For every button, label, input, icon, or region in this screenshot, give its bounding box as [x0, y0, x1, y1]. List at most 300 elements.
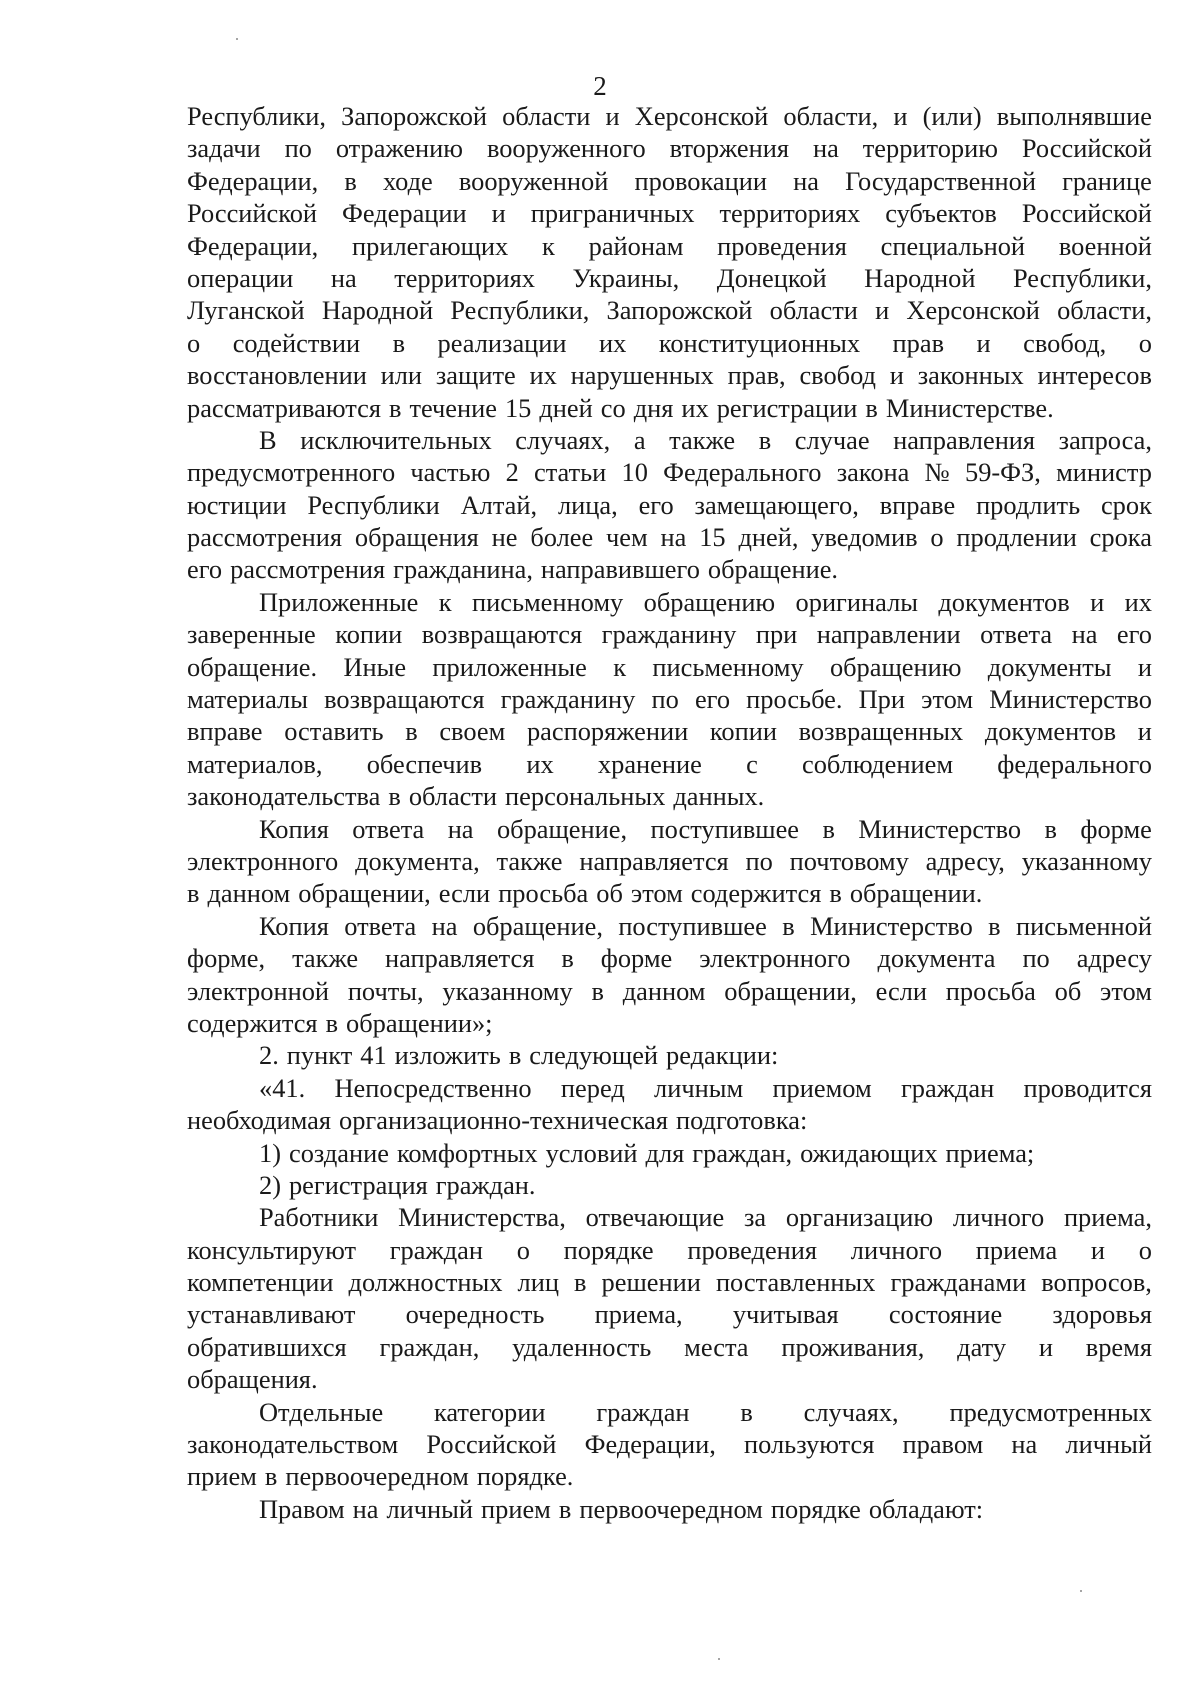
text-word: его [638, 489, 674, 520]
text-word: документов [984, 716, 1117, 747]
text-line [187, 1072, 1152, 1104]
text-word: письменному [652, 651, 804, 682]
text-word: регистрация [288, 1169, 428, 1200]
text-word: и [875, 295, 890, 326]
text-word: в [822, 813, 835, 844]
text-line [187, 975, 1152, 1007]
text-word: места [684, 1331, 749, 1362]
text-line [187, 1331, 1152, 1363]
text-word: более [530, 522, 594, 553]
text-word: первоочередном [579, 1493, 763, 1524]
text-line [187, 294, 1152, 326]
text-line [187, 327, 1152, 359]
text-word: районам [588, 230, 684, 261]
text-word: указанному [442, 975, 573, 1006]
text-word: и [605, 101, 620, 131]
text-word: приграничных [530, 198, 695, 229]
text-word: Министерство [810, 910, 973, 941]
text-word: его [1116, 619, 1152, 650]
text-word: или [380, 360, 423, 391]
text-word: документов [938, 586, 1070, 617]
text-word: личный [386, 1493, 474, 1524]
text-word: изложить [394, 1040, 501, 1071]
text-word: просьба [945, 975, 1036, 1006]
text-word: об [1054, 975, 1082, 1006]
text-word: ходе [382, 165, 433, 196]
text-word: обращению [643, 586, 776, 617]
text-word: запроса, [1058, 424, 1152, 455]
text-line [187, 230, 1152, 262]
text-word: вооруженной [458, 165, 609, 196]
text-word: направившего [540, 554, 700, 585]
text-word: прием [187, 1461, 257, 1492]
text-word: 1) [259, 1137, 281, 1168]
text-word: частью [410, 457, 491, 488]
text-word: Народной [864, 262, 976, 293]
text-word: территорию [862, 133, 998, 164]
text-word: Народной [321, 295, 434, 326]
text-word: в [508, 1040, 522, 1071]
text-word: федерального [997, 748, 1152, 779]
text-word: дней, [738, 522, 799, 553]
text-line [187, 1007, 1152, 1039]
text-word: Запорожской [606, 295, 753, 326]
text-word: электронного [187, 845, 339, 876]
text-word: направляется [579, 845, 729, 876]
text-line [187, 1363, 1152, 1395]
text-word: на [793, 165, 819, 196]
text-word: вправе [187, 716, 263, 747]
text-line [187, 748, 1152, 780]
text-word: гражданина, [393, 554, 533, 585]
scan-speck [236, 38, 238, 40]
text-word: граждан [389, 1234, 483, 1265]
text-word: субъектов [885, 198, 997, 229]
text-word: Государственной [845, 165, 1036, 196]
text-word: прав, [727, 360, 786, 391]
text-word: на [812, 133, 839, 164]
text-word: Республики, [187, 101, 326, 131]
text-word: для [645, 1137, 685, 1168]
text-line [187, 489, 1152, 521]
text-word: Херсонской [634, 101, 769, 131]
text-word: в [1044, 813, 1057, 844]
text-word: гражданами [890, 1267, 1027, 1298]
text-word: проводится [1023, 1072, 1152, 1103]
text-word: 2. [259, 1040, 279, 1071]
text-line [187, 197, 1152, 229]
text-word: проведения [717, 230, 847, 261]
text-word: категории [433, 1396, 546, 1427]
text-word: если [438, 878, 491, 909]
text-word: обращению [829, 651, 962, 682]
text-word: личного [850, 1234, 943, 1265]
text-line [187, 651, 1152, 683]
text-word: ответа [344, 910, 417, 941]
text-word: просьба [498, 878, 589, 909]
text-line [187, 553, 1152, 585]
text-word: время [1085, 1331, 1152, 1362]
text-word: Работники [259, 1202, 379, 1233]
text-line [187, 359, 1152, 391]
text-word: адресу [1076, 943, 1152, 974]
text-word: выполнявшие [996, 101, 1152, 131]
text-word: его [187, 554, 223, 585]
text-word: личного [952, 1202, 1045, 1233]
text-word: персональных [505, 781, 666, 812]
text-line [187, 780, 1152, 812]
text-word: лица, [557, 489, 618, 520]
text-word: в [561, 943, 574, 974]
text-line [187, 1396, 1152, 1428]
text-word: и [889, 360, 904, 391]
text-word: свобод [799, 360, 876, 391]
text-word: Херсонской [906, 295, 1040, 326]
text-word: и [1137, 716, 1152, 747]
text-word: обращения. [187, 1364, 318, 1395]
text-word: вправе [879, 489, 956, 520]
text-word: адресу, [925, 845, 1005, 876]
text-word: Отдельные [259, 1396, 384, 1427]
text-word: содействии [232, 327, 361, 358]
text-word: конституционных [658, 327, 861, 358]
text-word: гражданину [500, 684, 636, 715]
text-word: предусмотренных [949, 1396, 1152, 1427]
text-word: области [769, 295, 858, 326]
text-word: Республики, [450, 295, 590, 326]
text-word: о [1138, 327, 1152, 358]
text-word: оставить [284, 716, 384, 747]
text-word: содержится [690, 878, 822, 909]
text-word: лиц [517, 1267, 559, 1298]
text-word: почты, [347, 975, 424, 1006]
text-word: 10 [621, 457, 648, 488]
text-word: приемом [772, 1072, 872, 1103]
text-word: Копия [259, 813, 329, 844]
text-word: их [529, 360, 557, 391]
text-word: их [1124, 586, 1152, 617]
text-word: граждан [900, 1072, 995, 1103]
text-word: приема; [945, 1137, 1035, 1168]
text-word: При [858, 684, 905, 715]
text-word: этом [921, 684, 974, 715]
text-word: решении [601, 1267, 701, 1298]
text-word: на [447, 813, 474, 844]
text-word: проведения [687, 1234, 818, 1265]
text-word: рассмотрения [230, 554, 386, 585]
text-word: Республики [307, 489, 440, 520]
text-word: о [930, 522, 944, 553]
text-line [187, 1169, 1152, 1201]
text-word: «41. [259, 1072, 306, 1103]
text-word: 59-ФЗ, [965, 457, 1041, 488]
text-word: юстиции [187, 489, 287, 520]
text-word: этом [630, 878, 683, 909]
text-word: защите [435, 360, 516, 391]
text-word: гражданину [601, 619, 737, 650]
text-word: их [681, 392, 709, 423]
text-word: о [1138, 1234, 1152, 1265]
text-word: письменному [471, 586, 624, 617]
text-word: соблюдением [802, 748, 954, 779]
text-word: и [893, 101, 908, 131]
text-word: специальной [880, 230, 1026, 261]
text-line [187, 521, 1152, 553]
text-word: первоочередном [285, 1461, 469, 1492]
text-word: дней [539, 392, 593, 423]
text-line [187, 1460, 1152, 1492]
text-word: чем [606, 522, 648, 553]
text-word: обращении, [724, 975, 857, 1006]
text-word: Иные [343, 651, 407, 682]
text-word: направления [893, 424, 1036, 455]
page-number: 2 [593, 71, 607, 101]
text-word: граждан, [379, 1331, 480, 1362]
text-word: в [558, 1493, 572, 1524]
text-word: его [694, 684, 731, 715]
text-word: в [388, 781, 401, 812]
text-word: и [1090, 586, 1105, 617]
text-word: Копия [259, 910, 329, 941]
text-word: области [502, 101, 591, 131]
text-word: отвечающие [585, 1202, 725, 1233]
text-word: письменной [1016, 910, 1152, 941]
text-word: форме [600, 943, 673, 974]
text-word: 2 [505, 457, 519, 488]
text-word: копии [709, 716, 777, 747]
text-word: о [516, 1234, 530, 1265]
text-line [187, 456, 1152, 488]
text-word: поставленных [715, 1267, 876, 1298]
text-word: редакции: [666, 1040, 779, 1071]
text-line [187, 1234, 1152, 1266]
text-word: обращение. [187, 651, 318, 682]
text-word: операции [187, 262, 294, 293]
text-word: рассматриваются [187, 392, 381, 423]
text-word: консультируют [187, 1234, 356, 1265]
text-word: Украины, [572, 262, 680, 293]
text-word: Федерации, [584, 1429, 716, 1460]
text-word: нарушенных [570, 360, 714, 391]
text-word: 15 [699, 522, 726, 553]
text-word: обращении»; [346, 1007, 493, 1038]
text-word: должностных [348, 1267, 503, 1298]
text-word: за [743, 1202, 767, 1233]
text-word: Министерства, [398, 1202, 566, 1233]
text-word: продлить [976, 489, 1081, 520]
text-word: 2) [259, 1169, 281, 1200]
text-word: организационно-техническая [339, 1105, 668, 1136]
text-word: возвращаются [324, 684, 485, 715]
text-word: Правом [259, 1493, 345, 1524]
text-word: личным [654, 1072, 744, 1103]
text-line [187, 100, 1152, 132]
text-word: по [745, 845, 773, 876]
text-line [187, 1428, 1152, 1460]
text-word: области, [1057, 295, 1152, 326]
text-word: со [600, 392, 626, 423]
text-line [187, 1104, 1152, 1136]
text-word: данном [622, 975, 706, 1006]
text-word: в [574, 1267, 587, 1298]
text-line [187, 942, 1152, 974]
text-word: прилегающих [352, 230, 509, 261]
text-word: военной [1058, 230, 1152, 261]
text-word: регистрации [716, 392, 858, 423]
text-word: создание [288, 1137, 389, 1168]
text-line [187, 262, 1152, 294]
text-word: граждан. [435, 1169, 536, 1200]
text-word: задачи [187, 133, 261, 164]
text-word: этом [1100, 975, 1152, 1006]
text-word: течение [409, 392, 497, 423]
text-word: рассмотрения [187, 522, 343, 553]
text-word: к [613, 651, 627, 682]
text-word: с [746, 748, 758, 779]
text-word: на [1071, 619, 1098, 650]
text-word: министр [1056, 457, 1152, 488]
text-word: в [325, 1007, 339, 1038]
text-word: материалов, [187, 748, 323, 779]
text-word: Российской [1021, 133, 1152, 164]
text-word: удаленность [512, 1331, 652, 1362]
text-word: в [988, 910, 1001, 941]
text-word: хранение [597, 748, 702, 779]
text-word: границе [1062, 165, 1152, 196]
text-word: срока [1089, 522, 1152, 553]
text-word: просьбе. [746, 684, 843, 715]
text-word: прием [481, 1493, 551, 1524]
text-word: области, [783, 101, 879, 131]
text-word: Министерство [989, 684, 1152, 715]
text-word: 41 [360, 1040, 387, 1071]
text-word: обладают: [868, 1493, 984, 1524]
text-word: документа [877, 943, 996, 974]
text-word: в [829, 878, 842, 909]
text-word: правом [902, 1429, 984, 1460]
text-word: личный [1065, 1429, 1152, 1460]
text-line [187, 910, 1152, 942]
text-word: направлении [816, 619, 961, 650]
text-word: также [292, 943, 359, 974]
text-word: и [976, 327, 991, 358]
text-word: почтовому [789, 845, 909, 876]
text-word: приложенные [432, 651, 587, 682]
text-line [187, 1201, 1152, 1233]
text-word: в [865, 392, 878, 423]
text-word: не [491, 522, 518, 553]
text-word: дня [633, 392, 674, 423]
text-word: порядке [563, 1234, 654, 1265]
text-word: вопросов, [1041, 1267, 1152, 1298]
text-word: порядке [770, 1493, 861, 1524]
text-word: прав [892, 327, 945, 358]
text-word: ответа [352, 813, 425, 844]
text-word: электронного [699, 943, 851, 974]
text-word: исключительных [300, 424, 492, 455]
text-word: ответа [980, 619, 1053, 650]
text-word: также [669, 424, 736, 455]
text-word: данных. [673, 781, 765, 812]
text-word: и [1090, 1234, 1106, 1265]
text-word: при [755, 619, 798, 650]
text-word: следующей [529, 1040, 659, 1071]
text-word: обращении. [849, 878, 983, 909]
text-word: (или) [922, 101, 982, 131]
text-word: обращении, [298, 878, 431, 909]
text-word: Министерство [858, 813, 1022, 844]
text-word: приема, [594, 1299, 683, 1330]
text-word: Российской [426, 1429, 557, 1460]
text-word: Федерального [663, 457, 822, 488]
text-word: продлении [956, 522, 1077, 553]
text-word: обратившихся [187, 1331, 347, 1362]
text-word: к [438, 586, 452, 617]
text-word: пользуются [744, 1429, 875, 1460]
text-line [187, 1039, 1152, 1071]
text-word: законодательства [187, 781, 381, 812]
text-word: оригиналы [795, 586, 918, 617]
text-line [187, 132, 1152, 164]
text-word: случаях, [515, 424, 611, 455]
text-word: возвращенных [798, 716, 964, 747]
text-word: проживания, [781, 1331, 925, 1362]
text-word: в [264, 1461, 278, 1492]
text-word: указанному [1021, 845, 1152, 876]
text-word: территориях [394, 262, 535, 293]
text-word: распоряжении [526, 716, 689, 747]
text-word: в [187, 878, 200, 909]
text-word: Российской [187, 198, 318, 229]
text-word: пункт [286, 1040, 353, 1071]
text-word: необходимая [187, 1105, 332, 1136]
text-word: компетенции [187, 1267, 334, 1298]
text-word: отражению [335, 133, 464, 164]
text-line [187, 1493, 1152, 1525]
text-word: случае [794, 424, 870, 455]
text-word: также [496, 845, 563, 876]
text-line [187, 813, 1152, 845]
text-line [187, 715, 1152, 747]
text-word: на [330, 262, 357, 293]
text-word: Министерстве. [885, 392, 1054, 423]
text-word: их [526, 748, 554, 779]
text-word: области [408, 781, 498, 812]
text-line [187, 586, 1152, 618]
text-word: а [633, 424, 646, 455]
text-word: граждан, [692, 1137, 793, 1168]
text-word: условий [545, 1137, 638, 1168]
text-word: Федерации [342, 198, 467, 229]
text-word: состояние [888, 1299, 1003, 1330]
text-word: заверенные [187, 619, 316, 650]
text-line [187, 845, 1152, 877]
text-word: в [344, 165, 357, 196]
text-word: в [405, 716, 418, 747]
text-word: закона [836, 457, 910, 488]
text-line [187, 877, 1152, 909]
text-word: по [651, 684, 679, 715]
text-word: поступившее [618, 910, 767, 941]
text-word: уведомив [811, 522, 918, 553]
text-word: форме [1080, 813, 1152, 844]
text-word: об [596, 878, 623, 909]
text-word: Запорожской [341, 101, 488, 131]
text-word: Приложенные [259, 586, 419, 617]
text-word: здоровья [1052, 1299, 1152, 1330]
text-word: приема [975, 1234, 1058, 1265]
text-word: к [542, 230, 555, 261]
